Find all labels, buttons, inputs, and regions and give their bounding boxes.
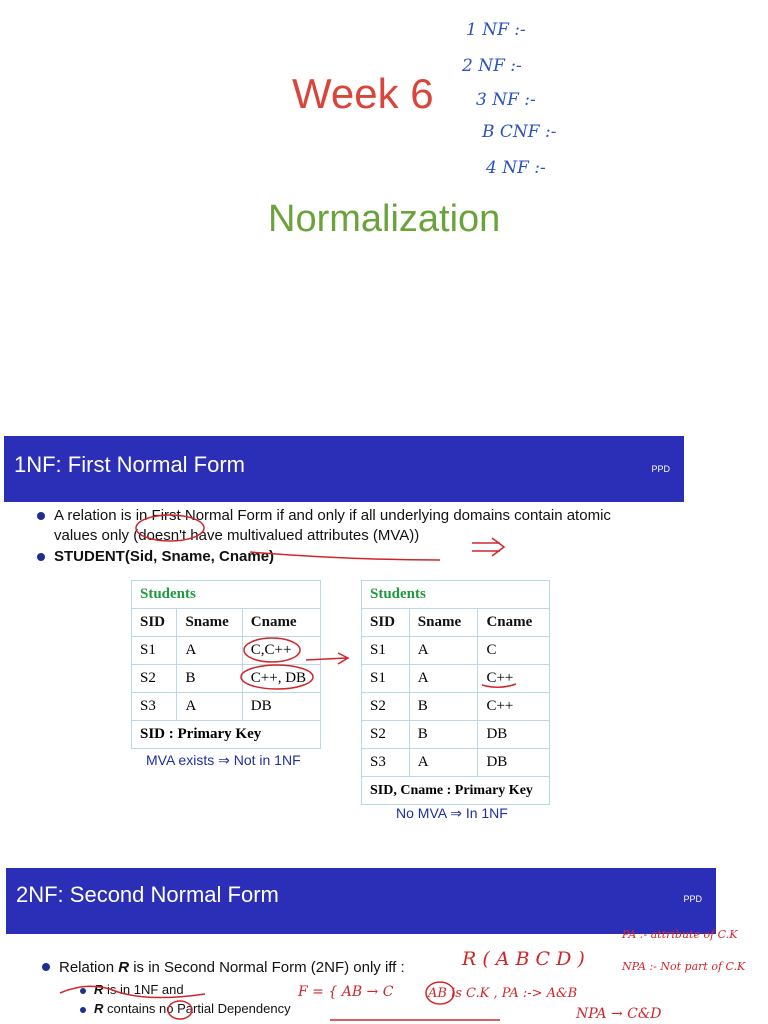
slide1-bullet2: STUDENT(Sid, Sname, Cname) (54, 548, 275, 565)
bullet-text: is in Second Normal Form (2NF) only iff : (129, 959, 405, 976)
pen-fd-set: F = { AB → C (298, 984, 394, 1000)
cell: S2 (362, 721, 410, 749)
cell: S1 (132, 637, 177, 665)
cell: S3 (132, 693, 177, 721)
col-header: SID (132, 609, 177, 637)
table-footer: SID, Cname : Primary Key (362, 777, 550, 805)
normalization-subtitle: Normalization (268, 198, 501, 240)
slide1-bullet1-line1: A relation is in First Normal Form if and only if all underlying domains contain atomic (54, 507, 611, 524)
cell: A (409, 665, 478, 693)
col-header: Sname (177, 609, 242, 637)
cell: S1 (362, 637, 410, 665)
cell: DB (242, 693, 320, 721)
pen-pa-definition: PA :- attribute of C.K (622, 928, 738, 941)
cell: C++ (478, 693, 550, 721)
cell: C (478, 637, 550, 665)
handwritten-bcnf: B CNF :- (482, 122, 557, 142)
cell: C++, DB (242, 665, 320, 693)
pen-npa-definition: NPA :- Not part of C.K (622, 960, 746, 973)
col-header: Cname (478, 609, 550, 637)
note-no-mva: No MVA ⇒ In 1NF (396, 805, 508, 821)
cell: S3 (362, 749, 410, 777)
cell: DB (478, 721, 550, 749)
cell: A (409, 637, 478, 665)
slide1-bullet1-line2: values only (doesn't have multivalued attributes (MVA)) (54, 527, 420, 544)
handwritten-3nf: 3 NF :- (476, 90, 536, 110)
pen-npa-cd: NPA → C&D (576, 1006, 662, 1022)
cell: A (409, 749, 478, 777)
table-caption: Students (362, 581, 550, 609)
cell: C,C++ (242, 637, 320, 665)
relation-symbol: R (118, 959, 130, 976)
handwritten-1nf: 1 NF :- (466, 20, 526, 40)
pen-circle-icon (168, 1001, 192, 1019)
cell: A (177, 637, 242, 665)
pen-relation-rabcd: R ( A B C D ) (462, 948, 585, 970)
cell: DB (478, 749, 550, 777)
note-mva-exists: MVA exists ⇒ Not in 1NF (146, 752, 301, 768)
slide1-tag: PPD (651, 464, 670, 474)
sub-bullet-text: contains no Partial Dependency (103, 1001, 291, 1016)
table-footer: SID : Primary Key (132, 721, 321, 749)
pen-ab-is-ck: AB is C.K , PA :-> A&B (428, 986, 578, 1001)
bullet-text: Relation (59, 959, 119, 976)
sub-bullet-text: is in 1NF and (103, 982, 184, 997)
cell: C++ (478, 665, 550, 693)
cell: B (177, 665, 242, 693)
cell: B (409, 721, 478, 749)
cell: S2 (132, 665, 177, 693)
handwritten-4nf: 4 NF :- (486, 158, 546, 178)
cell: A (177, 693, 242, 721)
col-header: SID (362, 609, 410, 637)
handwritten-2nf: 2 NF :- (462, 56, 522, 76)
slide2-tag: PPD (683, 894, 702, 904)
pen-circle-icon (426, 982, 454, 1004)
cell: B (409, 693, 478, 721)
slide1-title: 1NF: First Normal Form (14, 452, 245, 477)
cell: S1 (362, 665, 410, 693)
relation-symbol: R (94, 1001, 104, 1016)
relation-symbol: R (94, 982, 104, 997)
week-title: Week 6 (292, 70, 434, 117)
pen-underline-icon (60, 986, 205, 997)
col-header: Cname (242, 609, 320, 637)
col-header: Sname (409, 609, 478, 637)
table-caption: Students (132, 581, 321, 609)
slide2-title: 2NF: Second Normal Form (16, 882, 279, 907)
cell: S2 (362, 693, 410, 721)
